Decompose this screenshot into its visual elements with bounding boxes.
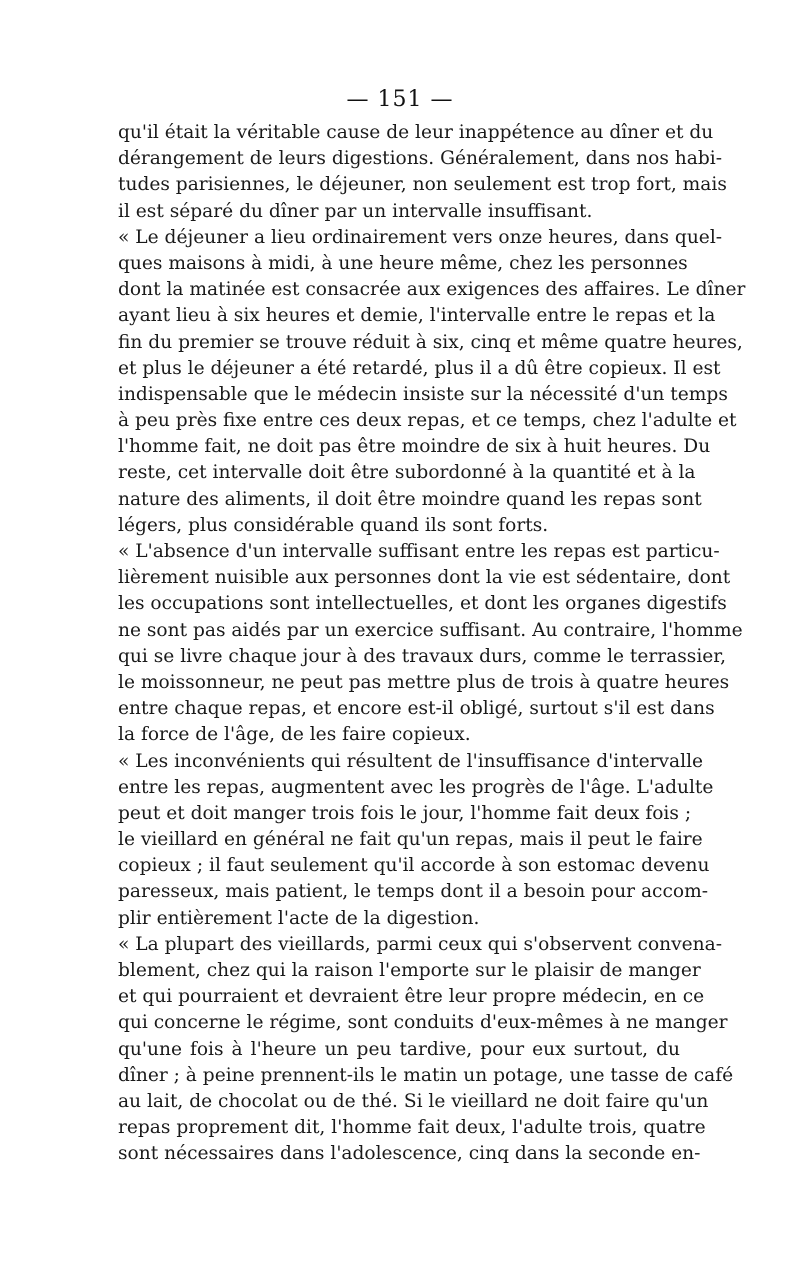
text-line: dérangement de leurs digestions. Généralement, dans nos habi- bbox=[118, 148, 722, 170]
text-line: dont la matinée est consacrée aux exigences des affaires. Le dîner bbox=[118, 279, 746, 301]
text-line: « L'absence d'un intervalle suffisant entre les repas est particu- bbox=[118, 541, 720, 562]
text-line: le moissonneur, ne peut pas mettre plus de trois à quatre heures bbox=[118, 671, 730, 693]
text-line: le vieillard en général ne fait qu'un repas, mais il peut le faire bbox=[118, 829, 703, 851]
text-line: les occupations sont intellectuelles, et dont les organes digestifs bbox=[118, 593, 727, 615]
text-line: et qui pourraient et devraient être leur propre médecin, en ce bbox=[118, 986, 705, 1008]
text-line: à peu près fixe entre ces deux repas, et ce temps, chez l'adulte et bbox=[118, 410, 737, 432]
text-line: plir entièrement l'acte de la digestion. bbox=[118, 907, 480, 929]
text-line: « Les inconvénients qui résultent de l'insuffisance d'intervalle bbox=[118, 750, 704, 772]
text-line: peut et doit manger trois fois le jour, l'homme fait deux fois ; bbox=[118, 802, 692, 824]
text-line: indispensable que le médecin insiste sur la nécessité d'un temps bbox=[118, 383, 728, 405]
text-line: paresseux, mais patient, le temps dont il a besoin pour accom- bbox=[118, 881, 708, 903]
text-line: et plus le déjeuner a été retardé, plus il a dû être copieux. Il est bbox=[118, 357, 721, 379]
text-line: « Le déjeuner a lieu ordinairement vers onze heures, dans quel- bbox=[118, 226, 723, 248]
text-line: ques maisons à midi, à une heure même, chez les personnes bbox=[118, 252, 688, 274]
text-line: légers, plus considérable quand ils sont forts. bbox=[118, 514, 549, 536]
text-line: copieux ; il faut seulement qu'il accorde à son estomac devenu bbox=[118, 855, 710, 877]
text-line: sont nécessaires dans l'adolescence, cinq dans la seconde en- bbox=[118, 1143, 701, 1165]
text-line: repas proprement dit, l'homme fait deux, l'adulte trois, quatre bbox=[118, 1117, 706, 1139]
text-line: ayant lieu à six heures et demie, l'intervalle entre le repas et la bbox=[118, 305, 716, 327]
text-line: fin du premier se trouve réduit à six, cinq et même quatre heures, bbox=[118, 331, 743, 353]
text-line: dîner ; à peine prennent-ils le matin un potage, une tasse de café bbox=[118, 1064, 734, 1086]
text-line: tudes parisiennes, le déjeuner, non seulement est trop fort, mais bbox=[118, 174, 727, 196]
text-line: blement, chez qui la raison l'emporte sur le plaisir de manger bbox=[118, 960, 701, 981]
text-line: la force de l'âge, de les faire copieux. bbox=[118, 724, 471, 746]
text-line: qui concerne le régime, sont conduits d'eux-mêmes à ne manger bbox=[118, 1012, 728, 1034]
text-line: qui se livre chaque jour à des travaux durs, comme le terrassier, bbox=[118, 645, 727, 667]
text-line: lièrement nuisible aux personnes dont la vie est sédentaire, dont bbox=[118, 567, 731, 589]
body-text bbox=[118, 120, 746, 1168]
page-number: — 151 — bbox=[346, 87, 454, 112]
text-line: au lait, de chocolat ou de thé. Si le vieillard ne doit faire qu'un bbox=[118, 1090, 709, 1112]
text-line: l'homme fait, ne doit pas être moindre de six à huit heures. Du bbox=[118, 436, 711, 458]
text-line: reste, cet intervalle doit être subordonné à la quantité et à la bbox=[118, 462, 696, 484]
text-line: qu'il était la véritable cause de leur inappétence au dîner et du bbox=[118, 122, 714, 143]
text-line: qu'une fois à l'heure un peu tardive, pour eux surtout, du bbox=[118, 1038, 680, 1060]
text-line: il est séparé du dîner par un intervalle insuffisant. bbox=[118, 200, 593, 222]
text-line: ne sont pas aidés par un exercice suffisant. Au contraire, l'homme bbox=[118, 619, 743, 641]
text-line: nature des aliments, il doit être moindre quand les repas sont bbox=[118, 488, 702, 510]
text-line: entre chaque repas, et encore est-il obligé, surtout s'il est dans bbox=[118, 698, 715, 720]
text-line: entre les repas, augmentent avec les progrès de l'âge. L'adulte bbox=[118, 776, 714, 798]
text-line: « La plupart des vieillards, parmi ceux qui s'observent convena- bbox=[118, 933, 722, 955]
